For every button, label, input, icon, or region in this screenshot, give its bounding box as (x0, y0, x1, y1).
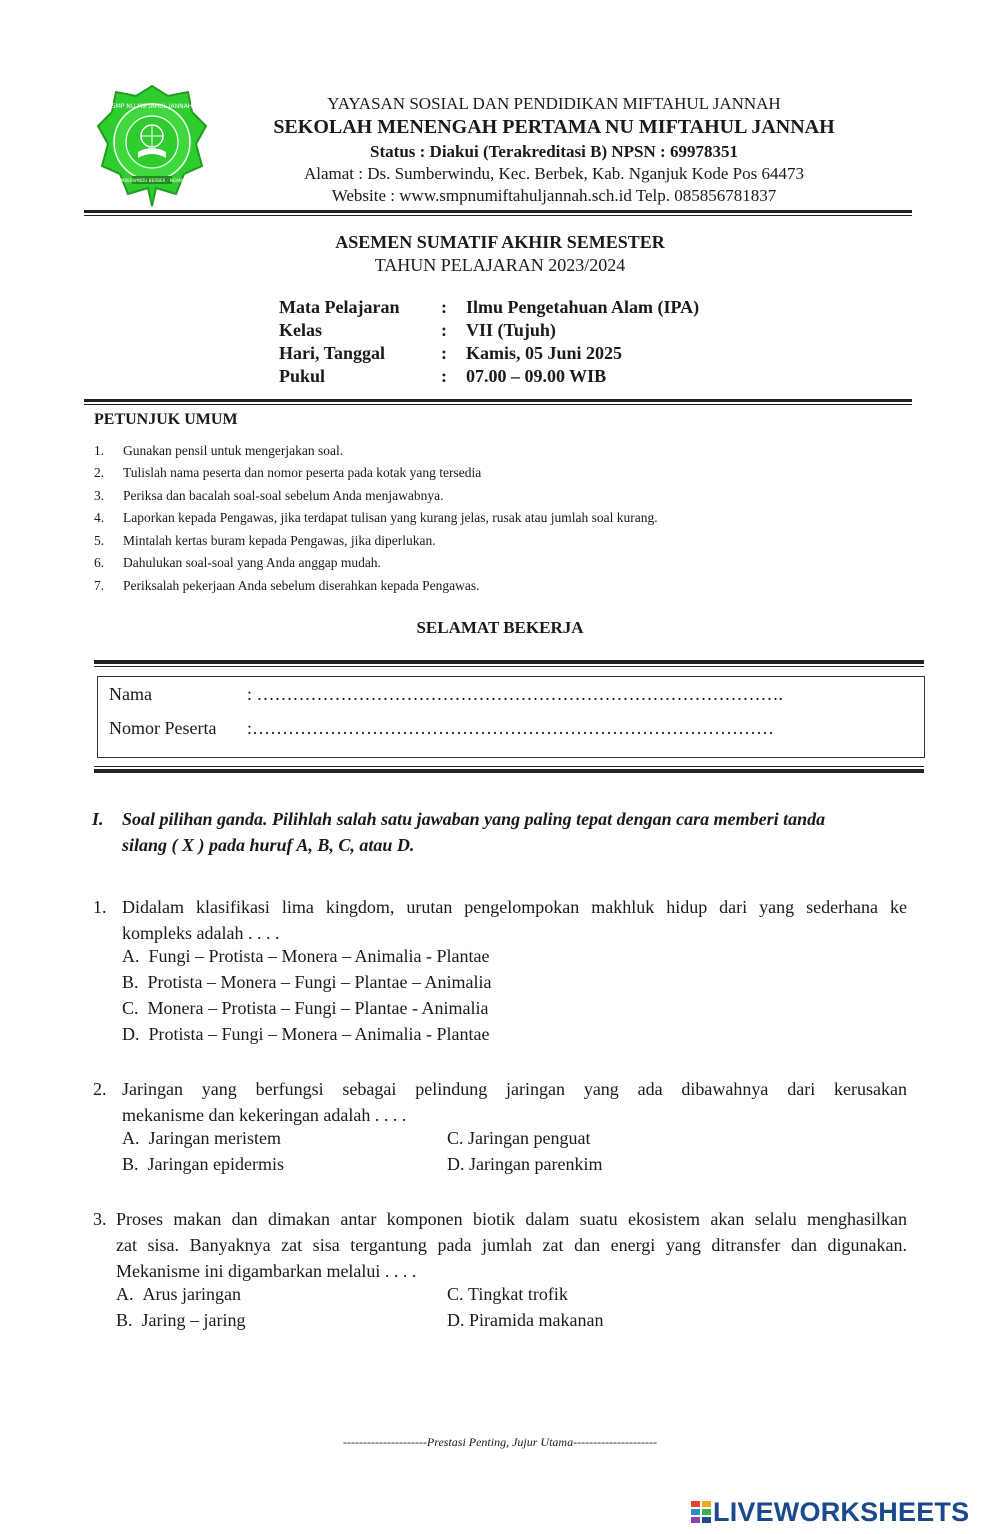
question-number: 2. (93, 1079, 107, 1099)
section-instruction-line1: Soal pilihan ganda. Pilihlah salah satu jawaban yang paling tepat dengan cara memberi tanda (122, 809, 826, 829)
foundation-name: YAYASAN SOSIAL DAN PENDIDIKAN MIFTAHUL JANNAH (327, 94, 781, 113)
school-status: Status : Diakui (Terakreditasi B) NPSN : 69978351 (370, 142, 738, 161)
meta-divider-thin (84, 404, 912, 405)
identity-top-rule-thin (94, 666, 924, 667)
exam-title: ASEMEN SUMATIF AKHIR SEMESTER (335, 232, 665, 252)
closing-greeting: SELAMAT BEKERJA (416, 618, 584, 637)
answer-option[interactable]: C. Jaringan penguat (447, 1128, 591, 1148)
identity-bottom-rule (94, 769, 924, 773)
answer-option[interactable]: B. Protista – Monera – Fungi – Plantae – Animalia (122, 972, 492, 992)
school-website: Website : www.smpnumiftahuljannah.sch.id Telp. 085856781837 (331, 186, 777, 205)
question-number: 3. (93, 1209, 107, 1229)
school-address: Alamat : Ds. Sumberwindu, Kec. Berbek, Kab. Nganjuk Kode Pos 64473 (303, 164, 804, 183)
liveworksheets-icon (691, 1501, 711, 1523)
exam-year: TAHUN PELAJARAN 2023/2024 (374, 255, 626, 275)
answer-option[interactable]: D. Piramida makanan (447, 1310, 604, 1330)
instructions-heading: PETUNJUK UMUM (94, 411, 238, 428)
header-divider-thin (84, 215, 912, 216)
answer-option[interactable]: D. Jaringan parenkim (447, 1154, 603, 1174)
number-label: Nomor Peserta (109, 718, 217, 738)
answer-option[interactable]: D. Protista – Fungi – Monera – Animalia - Plantae (122, 1024, 490, 1044)
question-text: Proses makan dan dimakan antar komponen biotik dalam suatu ekosistem akan selalu menghasilkan (116, 1209, 907, 1229)
footer-motto: ---------------------Prestasi Penting, Jujur Utama--------------------- (342, 1435, 658, 1449)
question-number: 1. (93, 897, 107, 917)
question-text: Jaringan yang berfungsi sebagai pelindung jaringan yang ada dibawahnya dari kerusakan (122, 1079, 907, 1099)
section-number: I. (92, 809, 104, 829)
school-logo (96, 84, 208, 208)
answer-option[interactable]: A. Jaringan meristem (122, 1128, 281, 1148)
answer-option[interactable]: A. Arus jaringan (116, 1284, 241, 1304)
meta-divider (84, 399, 912, 402)
question-text: mekanisme dan kekeringan adalah . . . . (122, 1105, 407, 1125)
liveworksheets-wordmark: LIVEWORKSHEETS (713, 1497, 970, 1527)
name-field[interactable]: : ……………………………………………………………………………. (247, 684, 784, 704)
logo-text-bottom: SUMBERWINDU BERBEK - NGANJUK (114, 178, 190, 183)
answer-option[interactable]: B. Jaring – jaring (116, 1310, 246, 1330)
name-label: Nama (109, 684, 152, 704)
answer-option[interactable]: C. Tingkat trofik (447, 1284, 568, 1304)
identity-top-rule (94, 660, 924, 664)
section-instruction-line2: silang ( X ) pada huruf A, B, C, atau D. (122, 835, 415, 855)
answer-option[interactable]: A. Fungi – Protista – Monera – Animalia - Plantae (122, 946, 490, 966)
logo-text-top: SMP NU MIFTAHUL JANNAH (111, 103, 193, 110)
question-text: Didalam klasifikasi lima kingdom, urutan pengelompokan makhluk hidup dari yang sederhana ke (122, 897, 907, 917)
question-text: zat sisa. Banyaknya zat sisa tergantung pada jumlah zat dan energi yang ditransfer dan digunakan. (116, 1235, 907, 1255)
header-divider (84, 210, 912, 213)
identity-box (97, 676, 925, 758)
question-text: Mekanisme ini digambarkan melalui . . . . (116, 1261, 417, 1281)
answer-option[interactable]: C. Monera – Protista – Fungi – Plantae - Animalia (122, 998, 489, 1018)
identity-bottom-rule-thin (94, 766, 924, 767)
school-name: SEKOLAH MENENGAH PERTAMA NU MIFTAHUL JANNAH (273, 116, 835, 138)
number-field[interactable]: :…………………………………………………………………………… (247, 718, 775, 738)
liveworksheets-brand[interactable] (691, 1497, 991, 1527)
answer-option[interactable]: B. Jaringan epidermis (122, 1154, 284, 1174)
question-text: kompleks adalah . . . . (122, 923, 280, 943)
